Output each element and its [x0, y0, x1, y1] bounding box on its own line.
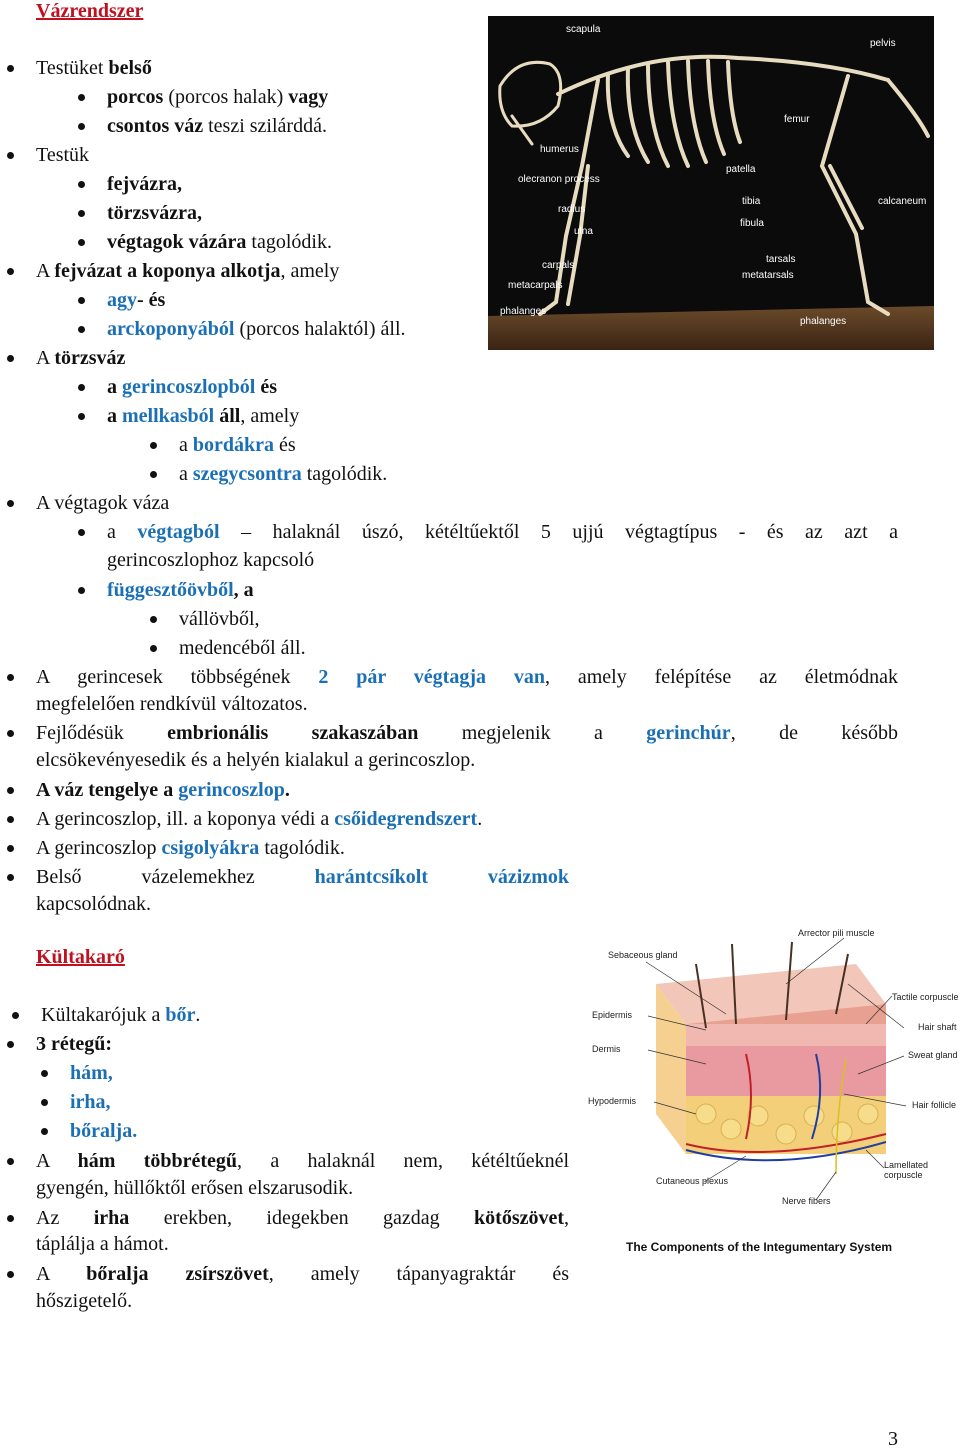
list-item: [179, 635, 306, 661]
section-heading-kultakaro: Kültakaró: [36, 946, 125, 968]
label-tarsals: tarsals: [766, 254, 796, 265]
text-blue: hám,: [70, 1062, 113, 1084]
list-item: [36, 258, 339, 284]
list-item: [107, 84, 328, 110]
list-item: [36, 345, 125, 371]
text-line: táplálja a hámot.: [36, 1233, 169, 1255]
list-item: [36, 490, 169, 516]
text-line: elcsökevényesedik és a helyén kialakul a gerincoszlop.: [36, 749, 476, 771]
text-blue: bőr: [165, 1004, 196, 1026]
label-lamellated-corpuscle: Lamellated corpuscle: [884, 1160, 929, 1180]
text-blue: irha,: [70, 1091, 111, 1113]
text: A gerincesek többségének: [36, 666, 319, 688]
list-item: [179, 432, 296, 458]
list-item: [36, 720, 898, 746]
list-item: [107, 577, 254, 603]
text: erekben, idegekben gazdag: [129, 1207, 475, 1229]
text: vállövből,: [179, 608, 260, 630]
list-item: [36, 864, 569, 890]
text-blue: bőralja.: [70, 1120, 138, 1142]
text-line: megfelelően rendkívül változatos.: [36, 693, 308, 715]
list-item: [70, 1118, 137, 1144]
list-item: [107, 113, 327, 139]
text: .: [477, 808, 483, 830]
text-bold: fejvázat a koponya alkotja: [54, 260, 281, 282]
text-bold: A váz tengelye a: [36, 779, 179, 801]
section-heading-vazrendszer: Vázrendszer: [36, 0, 144, 22]
label-carpals: carpals: [542, 260, 575, 271]
text-bold: kötőszövet: [474, 1207, 565, 1229]
text: tagolódik.: [301, 463, 388, 485]
text: megjelenik a: [418, 722, 647, 744]
list-item: [36, 664, 898, 690]
text: , amely: [280, 260, 340, 282]
text-blue: gerincoszlop: [178, 779, 285, 801]
text-blue: harántcsíkolt vázizmok: [314, 866, 570, 888]
text: , amely felépítése az életmódnak: [544, 666, 898, 688]
list-item: [36, 55, 152, 81]
text-line: gerincoszlophoz kapcsoló: [107, 549, 315, 571]
label-metatarsals: metatarsals: [742, 270, 794, 281]
text: (porcos halaktól) áll.: [234, 318, 406, 340]
text: tagolódik.: [259, 837, 345, 859]
text-blue: arckoponyából: [107, 318, 235, 340]
text-blue: csőidegrendszert: [334, 808, 478, 830]
text-bold: végtagok vázára: [107, 231, 247, 253]
text-blue: függesztőövből: [107, 579, 234, 601]
text-blue: gerincoszlopból: [122, 376, 256, 398]
text: Fejlődésük: [36, 722, 168, 744]
text: teszi szilárddá.: [203, 115, 327, 137]
text-bold: bőralja zsírszövet: [86, 1263, 269, 1285]
label-femur: femur: [784, 114, 810, 125]
page-number: 3: [888, 1428, 898, 1450]
label-epidermis: Epidermis: [592, 1010, 633, 1020]
list-item: [36, 835, 345, 861]
label-cutaneous-plexus: Cutaneous plexus: [656, 1176, 729, 1186]
label-sweat-gland: Sweat gland: [908, 1050, 958, 1060]
text: A: [36, 1150, 78, 1172]
text-blue: végtagból: [137, 521, 220, 543]
label-hypodermis: Hypodermis: [588, 1096, 637, 1106]
skin-diagram-caption: The Components of the Integumentary System: [626, 1240, 893, 1254]
text: tagolódik.: [246, 231, 332, 253]
list-item: [107, 171, 182, 197]
label-fibula: fibula: [740, 218, 764, 229]
text-bold: porcos: [107, 86, 164, 108]
label-tactile-corpuscle: Tactile corpuscle: [892, 992, 959, 1002]
label-phalanges-front: phalanges: [500, 306, 547, 317]
text-line: hőszigetelő.: [36, 1290, 133, 1312]
text: , amely: [240, 405, 300, 427]
text-blue: 2 pár végtagja van: [318, 666, 545, 688]
text-bold: embrionális szakaszában: [167, 722, 419, 744]
text-line: kapcsolódnak.: [36, 893, 151, 915]
list-item: [36, 142, 89, 168]
text-line: gyengén, hüllőktől erősen elszarusodik.: [36, 1177, 354, 1199]
text: A gerincoszlop: [36, 837, 162, 859]
list-item: [107, 403, 299, 429]
list-item: [107, 229, 332, 255]
list-item: [179, 606, 260, 632]
label-arrector-pili-muscle: Arrector pili muscle: [798, 928, 875, 938]
list-item: [107, 200, 202, 226]
label-scapula: scapula: [566, 24, 601, 35]
text-bold: belső: [108, 57, 152, 79]
label-dermis: Dermis: [592, 1044, 621, 1054]
text-blue: szegycsontra: [192, 463, 302, 485]
list-item: [70, 1089, 111, 1115]
list-item: [36, 777, 290, 803]
label-humerus: humerus: [540, 144, 579, 155]
label-patella: patella: [726, 164, 756, 175]
text: Testük: [36, 144, 90, 166]
text: ,: [564, 1207, 570, 1229]
text-blue: mellkasból: [122, 405, 215, 427]
text: Az: [36, 1207, 94, 1229]
skin-diagram: [586, 924, 960, 1264]
list-item: [36, 1148, 569, 1174]
text-bold: fejvázra,: [107, 173, 182, 195]
text: a: [179, 463, 193, 485]
list-item: [36, 1031, 112, 1057]
text: Kültakarójuk a: [41, 1004, 166, 1026]
text-bold: a: [107, 405, 122, 427]
label-hair-follicle: Hair follicle: [912, 1100, 957, 1110]
text: Testüket: [36, 57, 109, 79]
list-item: [41, 1002, 200, 1028]
text-bold: 3 rétegű:: [36, 1033, 113, 1055]
text-blue: bordákra: [192, 434, 275, 456]
text: (porcos halak): [163, 86, 289, 108]
text: a: [107, 521, 138, 543]
text-bold: törzsváz: [54, 347, 126, 369]
list-item: [179, 461, 387, 487]
label-sebaceous-gland: Sebaceous gland: [608, 950, 678, 960]
text: és: [274, 434, 296, 456]
text: , amely tápanyagraktár és: [268, 1263, 569, 1285]
skeleton-image: [488, 16, 934, 350]
text: – halaknál úszó, kétéltűektől 5 ujjú végtagtípus - és az azt a: [219, 521, 898, 543]
label-olecranon: olecranon process: [518, 174, 600, 185]
text: A: [36, 260, 55, 282]
text-bold: csontos váz: [107, 115, 204, 137]
list-item: [70, 1060, 113, 1086]
label-phalanges-hind: phalanges: [800, 316, 847, 327]
text-blue: agy: [107, 289, 137, 311]
text-bold: törzsvázra,: [107, 202, 202, 224]
text: Belső vázelemekhez: [36, 866, 315, 888]
text-bold: a: [107, 376, 122, 398]
label-radius: radius: [558, 204, 586, 215]
list-item: [36, 1261, 569, 1287]
text-blue: csigolyákra: [161, 837, 260, 859]
label-hair-shaft: Hair shaft: [918, 1022, 957, 1032]
label-ulna: ulna: [574, 226, 593, 237]
text-bold: , a: [233, 579, 254, 601]
text: A: [36, 1263, 87, 1285]
text: a: [179, 434, 193, 456]
text: .: [195, 1004, 201, 1026]
list-item: [107, 519, 898, 545]
text: , de később: [730, 722, 898, 744]
list-item: [107, 374, 277, 400]
list-item: [36, 1205, 569, 1231]
text-bold: - és: [137, 289, 166, 311]
label-pelvis: pelvis: [870, 38, 896, 49]
list-item: [107, 287, 165, 313]
text-bold: áll: [214, 405, 241, 427]
text-blue: gerinchúr: [646, 722, 731, 744]
text: , a halaknál nem, kétéltűeknél: [237, 1150, 570, 1172]
text-bold: .: [284, 779, 290, 801]
list-item: [107, 316, 406, 342]
label-nerve-fibers: Nerve fibers: [782, 1196, 831, 1206]
label-metacarpals: metacarpals: [508, 280, 563, 291]
text: A végtagok váza: [36, 492, 170, 514]
text-bold: vagy: [288, 86, 329, 108]
text-bold: irha: [93, 1207, 130, 1229]
text: A: [36, 347, 55, 369]
text: medencéből áll.: [179, 637, 306, 659]
label-calcaneum: calcaneum: [878, 196, 927, 207]
label-tibia: tibia: [742, 196, 761, 207]
text: A gerincoszlop, ill. a koponya védi a: [36, 808, 335, 830]
list-item: [36, 806, 482, 832]
text-bold: hám többrétegű: [77, 1150, 238, 1172]
text-bold: és: [255, 376, 278, 398]
